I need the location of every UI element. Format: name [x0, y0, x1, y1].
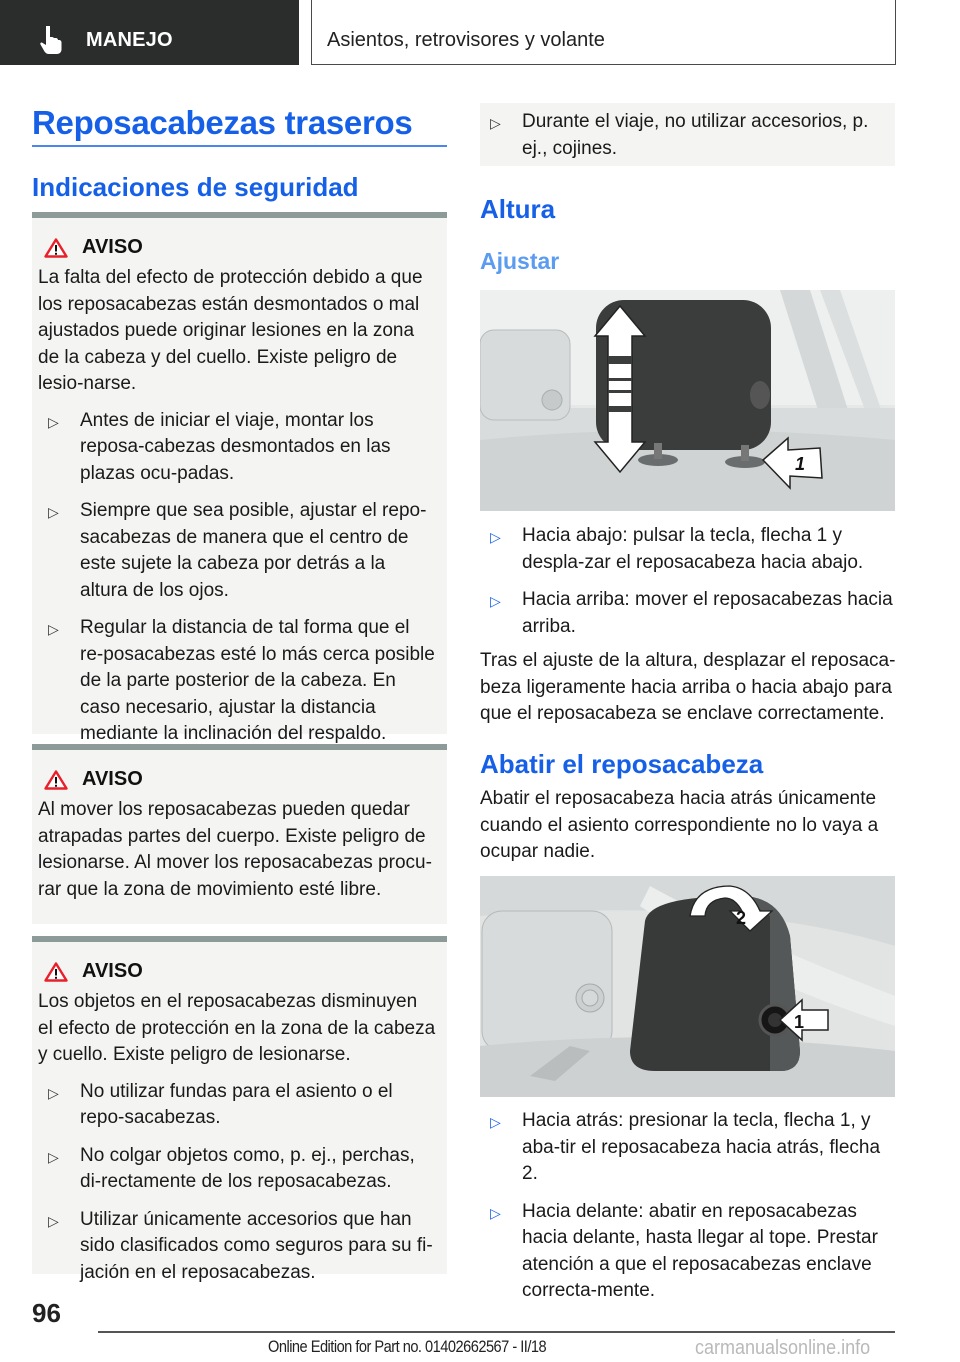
page-title: Reposacabezas traseros [32, 104, 413, 141]
bullet-triangle-icon: ▷ [490, 1114, 501, 1130]
warning-triangle-icon [44, 238, 68, 258]
bullet-triangle-icon: ▷ [48, 413, 59, 430]
warning-header [44, 768, 437, 791]
svg-text:2: 2 [736, 908, 747, 928]
altura-content [480, 523, 900, 728]
list-item: ▷ Hacia atrás: presionar la tecla, flecha 1, y aba-tir el reposacabeza hacia atrás, flecha 2. [490, 1110, 881, 1184]
warning-triangle-icon [44, 770, 68, 790]
bullet-triangle-icon: ▷ [490, 529, 501, 545]
bullet-triangle-icon: ▷ [490, 115, 501, 131]
section-title: Indicaciones de seguridad [32, 172, 359, 202]
subsection-title-ajustar: Ajustar [480, 248, 560, 274]
headrest-fold-illustration [480, 876, 895, 1097]
warning-box-2 [32, 744, 447, 924]
list-item: ▷ Regular la distancia de tal forma que el re-posacabezas esté lo más cerca posible de la parte posterior de la cabeza. En caso necesario, ajustar la distancia mediante la inclinación del respaldo. [48, 617, 435, 744]
breadcrumb-text: Asientos, retrovisores y volante [327, 29, 605, 51]
section-title-abatir: Abatir el reposacabeza [480, 749, 764, 779]
bullet-triangle-icon: ▷ [48, 504, 59, 520]
bullet-triangle-icon: ▷ [490, 593, 501, 609]
warning-box-3 [32, 936, 447, 1283]
list-item: ▷ Siempre que sea posible, ajustar el repo-sacabezas de manera que el centro de este sujete la cabeza por detrás a la altura de los ojos. [48, 500, 427, 601]
abatir-bullets [480, 1108, 900, 1305]
list-item: ▷ Hacia arriba: mover el reposacabezas hacia arriba. [490, 589, 893, 637]
list-item: ▷ No colgar objetos como, p. ej., perchas, di-rectamente de los reposacabezas. [48, 1144, 415, 1192]
edition-text: Online Edition for Part no. 01402662567 - II/18 [268, 1337, 547, 1356]
warning-label: AVISO [82, 768, 143, 790]
bullet-triangle-icon: ▷ [48, 1212, 59, 1229]
page-number: 96 [32, 1298, 61, 1328]
abatir-content [480, 1108, 900, 1305]
warning-triangle-icon [44, 962, 68, 982]
headrest-height-illustration [480, 290, 895, 511]
warning-text: Los objetos en el reposacabezas disminuyen el efecto de protección en la zona de la cabeza y cuello. Existe peligro de lesionarse. [38, 991, 436, 1065]
list-item: ▷ Utilizar únicamente accesorios que han sido clasificados como seguros para su fi-jación en el reposacabezas. [48, 1208, 433, 1283]
section-title-altura: Altura [480, 194, 556, 224]
list-item: ▷ No utilizar fundas para el asiento o el repo-sacabezas. [48, 1080, 393, 1128]
warning-bullets [38, 408, 437, 748]
watermark: carmanualsonline.info [695, 1337, 871, 1359]
list-item: ▷ Hacia delante: abatir en reposacabezas hacia delante, hasta llegar al tope. Prestar atención a que el reposacabezas enclave correcta-mente. [490, 1200, 878, 1301]
warning-bullets [38, 1079, 437, 1287]
warning-header [44, 236, 437, 259]
svg-text:1: 1 [794, 1012, 805, 1032]
bullet-triangle-icon: ▷ [48, 621, 59, 637]
breadcrumb [311, 0, 896, 65]
chapter-title: MANEJO [86, 29, 173, 51]
warning-text: La falta del efecto de protección debido a que los reposacabezas están desmontados o mal ajustados puede originar lesiones en la zona de la cabeza y del cuello. Existe peligro de lesio-narse. [38, 267, 423, 394]
warning-continuation-box [480, 103, 895, 166]
figure-headrest-height [480, 290, 895, 511]
warning-header [44, 960, 437, 983]
hand-pointer-icon [40, 26, 62, 54]
abatir-paragraph: Abatir el reposacabeza hacia atrás únicamente cuando el asiento correspondiente no lo vaya a ocupar nadie. [480, 788, 879, 862]
bullet-triangle-icon: ▷ [48, 1084, 59, 1101]
altura-bullets [480, 523, 900, 640]
bullet-triangle-icon: ▷ [48, 1148, 59, 1165]
list-item: ▷ Antes de iniciar el viaje, montar los reposa-cabezas desmontados en las plazas ocu-padas. [48, 409, 391, 484]
altura-paragraph: Tras el ajuste de la altura, desplazar el reposaca-beza ligeramente hacia arriba o hacia abajo para que el reposacabeza se enclave correctamente. [480, 650, 896, 724]
footer-divider [98, 1331, 895, 1333]
title-divider [32, 145, 447, 147]
warning-bullets [480, 109, 885, 162]
warning-box-1 [32, 212, 447, 744]
bullet-triangle-icon: ▷ [490, 1204, 501, 1221]
figure-headrest-fold [480, 876, 895, 1097]
svg-text:1: 1 [795, 454, 806, 474]
warning-label: AVISO [82, 236, 143, 258]
warning-text: Al mover los reposacabezas pueden quedar atrapadas partes del cuerpo. Existe peligro de lesionarse. Al mover los reposacabezas procu-rar que la zona de movimiento esté libre. [38, 799, 432, 900]
list-item: ▷ Durante el viaje, no utilizar accesorios, p. ej., cojines. [490, 111, 869, 159]
list-item: ▷ Hacia abajo: pulsar la tecla, flecha 1 y despla-zar el reposacabeza hacia abajo. [490, 525, 864, 573]
chapter-tab[interactable] [0, 0, 299, 65]
warning-label: AVISO [82, 960, 143, 982]
